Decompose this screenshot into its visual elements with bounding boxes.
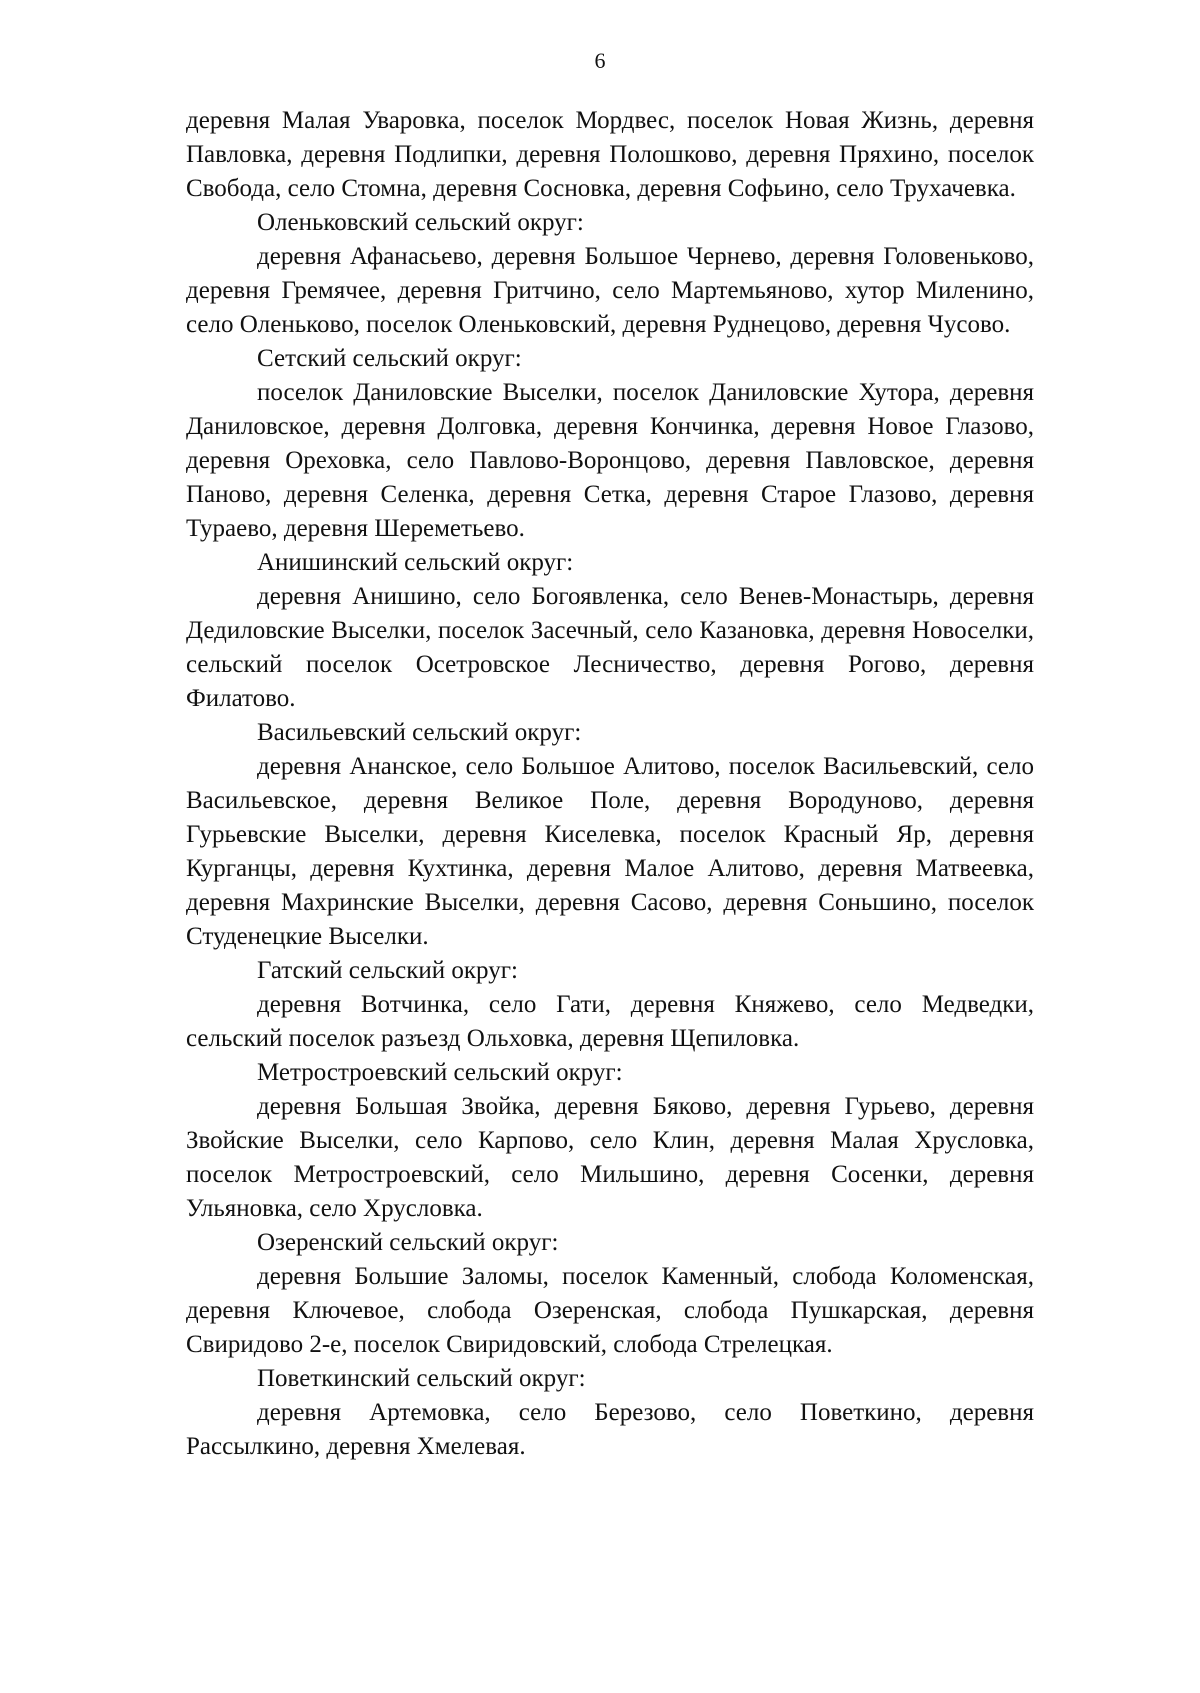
settlement-list-gatsky: деревня Вотчинка, село Гати, деревня Княжево, село Медведки, сельский поселок разъезд Ольховка, деревня Щепиловка.	[186, 991, 1034, 1052]
okrug-heading-olenkovsky: Оленьковский сельский округ:	[257, 209, 584, 236]
okrug-heading-ozerensky: Озеренский сельский округ:	[257, 1229, 559, 1256]
okrug-heading-vasilyevsky: Васильевский сельский округ:	[257, 719, 582, 746]
okrug-heading-metrostroyevsky: Метростроевский сельский округ:	[257, 1059, 623, 1086]
settlement-list-anishinsky: деревня Анишино, село Богоявленка, село Венев-Монастырь, деревня Дедиловские Выселки, поселок Засечный, село Казановка, деревня Новоселки, сельский поселок Осетровское Лесничество, деревня Рогово, деревня Филатово.	[186, 583, 1034, 712]
settlement-list-povetkinsky: деревня Артемовка, село Березово, село Поветкино, деревня Рассылкино, деревня Хмелевая.	[186, 1399, 1034, 1460]
settlement-list-setsky: поселок Даниловские Выселки, поселок Даниловские Хутора, деревня Даниловское, деревня Долговка, деревня Кончинка, деревня Новое Глазово, деревня Ореховка, село Павлово-Воронцово, деревня Павловское, деревня Паново, деревня Селенка, деревня Сетка, деревня Старое Глазово, деревня Тураево, деревня Шереметьево.	[186, 379, 1034, 542]
settlement-list-vasilyevsky: деревня Ананское, село Большое Алитово, поселок Васильевский, село Васильевское, деревня Великое Поле, деревня Вородуново, деревня Гурьевские Выселки, деревня Киселевка, поселок Красный Яр, деревня Курганцы, деревня Кухтинка, деревня Малое Алитово, деревня Матвеевка, деревня Махринские Выселки, деревня Сасово, деревня Соньшино, поселок Студенецкие Выселки.	[186, 753, 1034, 950]
okrug-heading-gatsky: Гатский сельский округ:	[257, 957, 518, 984]
settlement-list-olenkovsky: деревня Афанасьево, деревня Большое Чернево, деревня Головеньково, деревня Гремячее, деревня Гритчино, село Мартемьяново, хутор Миленино, село Оленьково, поселок Оленьковский, деревня Руднецово, деревня Чусово.	[186, 243, 1034, 338]
settlement-list-metrostroyevsky: деревня Большая Звойка, деревня Бяково, деревня Гурьево, деревня Звойские Выселки, село Карпово, село Клин, деревня Малая Хрусловка, поселок Метростроевский, село Мильшино, деревня Сосенки, деревня Ульяновка, село Хрусловка.	[186, 1093, 1034, 1222]
settlement-list-continued: деревня Малая Уваровка, поселок Мордвес, поселок Новая Жизнь, деревня Павловка, деревня Подлипки, деревня Полошково, деревня Пряхино, поселок Свобода, село Стомна, деревня Сосновка, деревня Софьино, село Трухачевка.	[186, 107, 1034, 202]
settlement-list-ozerensky: деревня Большие Заломы, поселок Каменный, слобода Коломенская, деревня Ключевое, слобода Озеренская, слобода Пушкарская, деревня Свиридово 2-е, поселок Свиридовский, слобода Стрелецкая.	[186, 1263, 1034, 1358]
page-number: 6	[594, 48, 606, 73]
okrug-heading-anishinsky: Анишинский сельский округ:	[257, 549, 574, 576]
okrug-heading-setsky: Сетский сельский округ:	[257, 345, 522, 372]
document-body	[186, 104, 1034, 1464]
okrug-heading-povetkinsky: Поветкинский сельский округ:	[257, 1365, 586, 1392]
